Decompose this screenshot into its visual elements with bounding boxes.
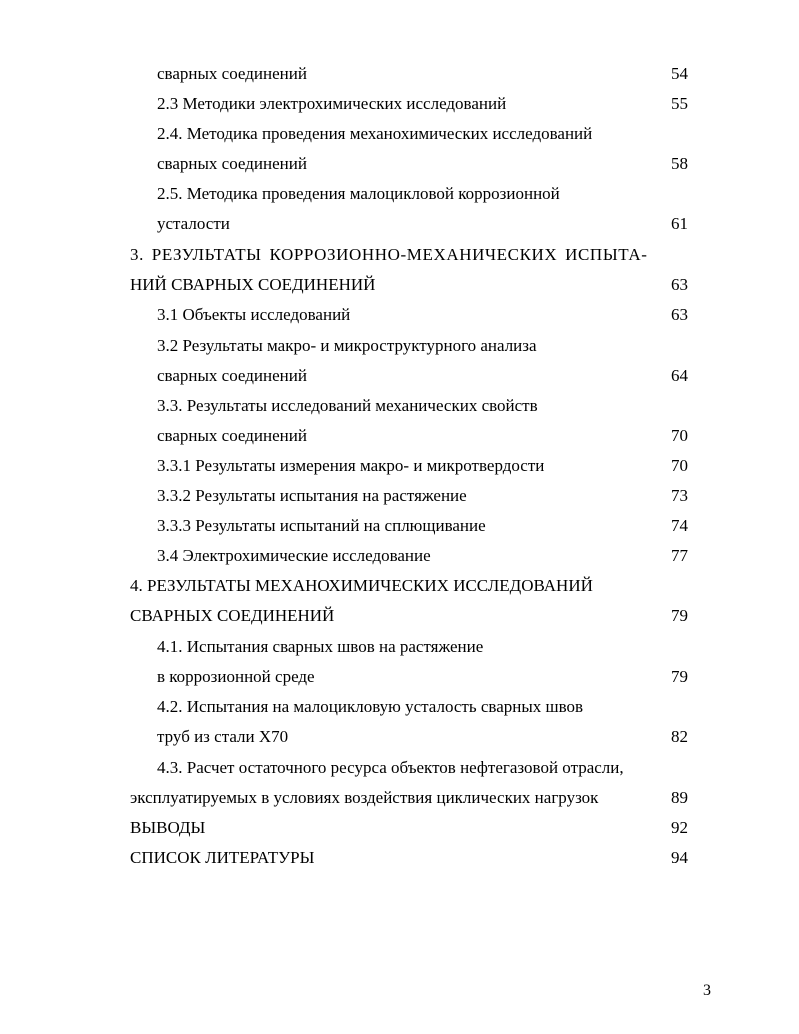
toc-entry-text: 2.5. Методика проведения малоцикловой коррозионной [157, 184, 560, 203]
toc-entry-page: 89 [671, 788, 688, 807]
toc-chapter-text: СПИСОК ЛИТЕРАТУРЫ [130, 848, 315, 867]
toc-chapter-text: 3. РЕЗУЛЬТАТЫ КОРРОЗИОННО-МЕХАНИЧЕСКИХ ИСПЫТА- [130, 245, 648, 264]
toc-entry-page: 73 [671, 486, 688, 505]
toc-entry-page: 94 [671, 848, 688, 867]
toc-chapter-text: СВАРНЫХ СОЕДИНЕНИЙ [130, 606, 335, 625]
toc-entry-page: 63 [671, 305, 688, 324]
toc-entry-page: 63 [671, 275, 688, 294]
toc-entry-page: 55 [671, 94, 688, 113]
toc-entry-text: 3.3. Результаты исследований механических свойств [157, 396, 538, 415]
toc-entry-page: 79 [671, 606, 688, 625]
toc-entry-page: 74 [671, 516, 688, 535]
toc-entry-text: 4.1. Испытания сварных швов на растяжение [157, 637, 484, 656]
toc-entry-text: 3.2 Результаты макро- и микроструктурного анализа [157, 336, 537, 355]
toc-entry-text: 4.2. Испытания на малоцикловую усталость сварных швов [157, 697, 584, 716]
toc-entry-text: 2.4. Методика проведения механохимических исследований [157, 124, 593, 143]
toc-entry-text: 3.3.1 Результаты измерения макро- и микротвердости [157, 456, 545, 475]
toc-entry-text: труб из стали Х70 [157, 727, 289, 746]
toc-entry-text: 2.3 Методики электрохимических исследований [157, 94, 507, 113]
page-number: 3 [703, 982, 711, 999]
toc-entry-text: сварных соединений [157, 426, 307, 445]
toc-entry-page: 92 [671, 818, 688, 837]
toc-entry-page: 61 [671, 214, 688, 233]
toc-entry-text: эксплуатируемых в условиях воздействия циклических нагрузок [130, 788, 599, 807]
toc-entry-text: сварных соединений [157, 64, 307, 83]
toc-entry-text: усталости [157, 214, 230, 233]
toc-entry-text: 3.3.3 Результаты испытаний на сплющивание [157, 516, 486, 535]
toc-chapter-text: 4. РЕЗУЛЬТАТЫ МЕХАНОХИМИЧЕСКИХ ИССЛЕДОВАНИЙ [130, 576, 593, 595]
toc-entry-page: 58 [671, 154, 688, 173]
toc-entry-page: 82 [671, 727, 688, 746]
toc-entry-page: 70 [671, 456, 688, 475]
toc-chapter-text: НИЙ СВАРНЫХ СОЕДИНЕНИЙ [130, 275, 376, 294]
toc-entry-text: в коррозионной среде [157, 667, 315, 686]
toc-entry-text: 3.3.2 Результаты испытания на растяжение [157, 486, 467, 505]
toc-chapter-text: ВЫВОДЫ [130, 818, 206, 837]
toc-entry-page: 54 [671, 64, 688, 83]
toc-entry-page: 64 [671, 366, 688, 385]
toc-entry-page: 79 [671, 667, 688, 686]
toc-entry-page: 70 [671, 426, 688, 445]
toc-entry-text: 3.1 Объекты исследований [157, 305, 351, 324]
toc-entry-text: сварных соединений [157, 154, 307, 173]
toc-entry-text: сварных соединений [157, 366, 307, 385]
toc-entry-text: 4.3. Расчет остаточного ресурса объектов нефтегазовой отрасли, [157, 758, 624, 777]
toc-entry-page: 77 [671, 546, 688, 565]
toc-entry-text: 3.4 Электрохимические исследование [157, 546, 431, 565]
